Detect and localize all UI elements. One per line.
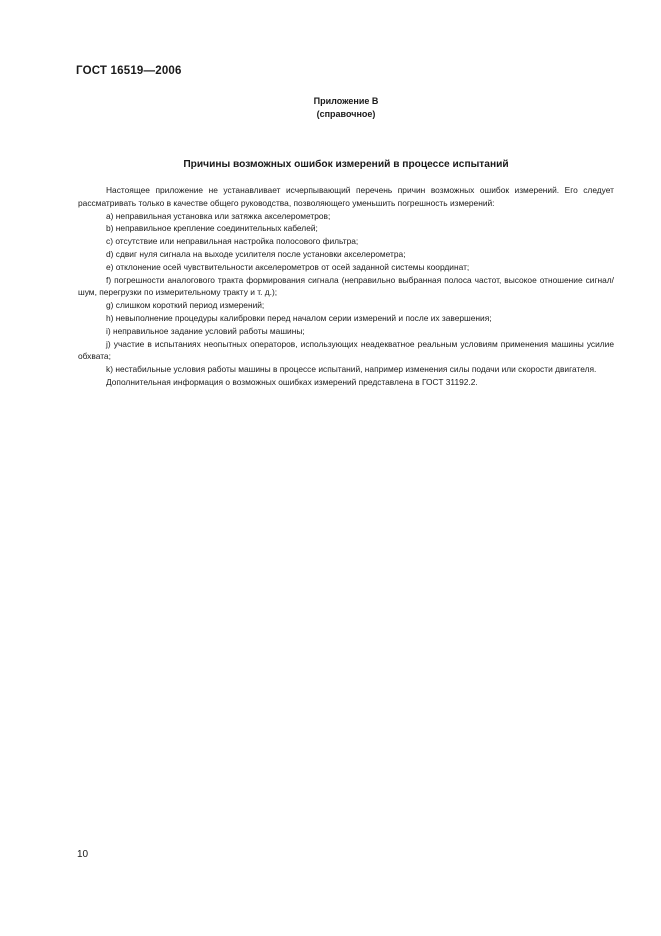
appendix-label: Приложение В <box>313 96 379 106</box>
list-item-text: слишком короткий период измерений; <box>115 300 265 311</box>
list-item-text: неправильная установка или затяжка акселерометров; <box>115 210 331 221</box>
appendix-kind: (справочное) <box>316 109 376 119</box>
error-causes-list <box>78 210 614 376</box>
list-item-mark: a) <box>106 210 114 221</box>
list-item-mark: g) <box>106 300 114 311</box>
document-code: ГОСТ 16519—2006 <box>76 65 182 77</box>
list-item-mark: c) <box>106 236 113 247</box>
section-title: Причины возможных ошибок измерений в процессе испытаний <box>183 159 509 170</box>
appendix-heading <box>0 95 661 121</box>
list-item-mark: e) <box>106 261 114 272</box>
list-item-mark: f) <box>106 274 112 285</box>
closing-paragraph: Дополнительная информация о возможных ошибках измерений представлена в ГОСТ 31192.2. <box>106 376 478 387</box>
list-item-mark: k) <box>106 364 113 375</box>
list-item <box>78 338 614 364</box>
list-item <box>78 312 614 325</box>
list-item-mark: b) <box>106 223 114 234</box>
list-item-text: участие в испытаниях неопытных операторов, использующих неадекватное реальным условиям применения машины усилие обхвата; <box>78 338 614 362</box>
list-item-text: неправильное задание условий работы машины; <box>112 325 305 336</box>
list-item-text: погрешности аналогового тракта формирования сигнала (неправильно выбранная полоса частот, высокое отношение сигнал/шум, перегрузки по измерительному тракту и т. д.); <box>78 274 615 298</box>
list-item <box>78 210 614 223</box>
list-item <box>78 248 614 261</box>
list-item-text: нестабильные условия работы машины в процессе испытаний, например изменения силы подачи или скорости двигателя. <box>115 364 597 375</box>
list-item-mark: i) <box>106 325 111 336</box>
list-item-mark: j) <box>106 338 111 349</box>
page-number: 10 <box>77 849 89 860</box>
list-item-text: невыполнение процедуры калибровки перед началом серии измерений и после их завершения; <box>115 312 492 323</box>
list-item <box>78 363 614 376</box>
list-item <box>78 325 614 338</box>
list-item <box>78 274 614 300</box>
list-item-mark: h) <box>106 312 114 323</box>
list-item <box>78 222 614 235</box>
body-text <box>78 184 614 389</box>
list-item <box>78 261 614 274</box>
list-item-text: сдвиг нуля сигнала на выходе усилителя после установки акселерометра; <box>115 248 406 259</box>
list-item <box>78 235 614 248</box>
list-item-mark: d) <box>106 248 114 259</box>
list-item-text: неправильное крепление соединительных кабелей; <box>115 223 318 234</box>
list-item <box>78 299 614 312</box>
list-item-text: отсутствие или неправильная настройка полосового фильтра; <box>115 236 359 247</box>
list-item-text: отклонение осей чувствительности акселерометров от осей заданной системы координат; <box>115 261 470 272</box>
intro-paragraph: Настоящее приложение не устанавливает исчерпывающий перечень причин возможных ошибок измерений. Его следует рассматривать только в качестве общего руководства, позволяющего уменьшить погрешность измерений: <box>78 185 614 208</box>
